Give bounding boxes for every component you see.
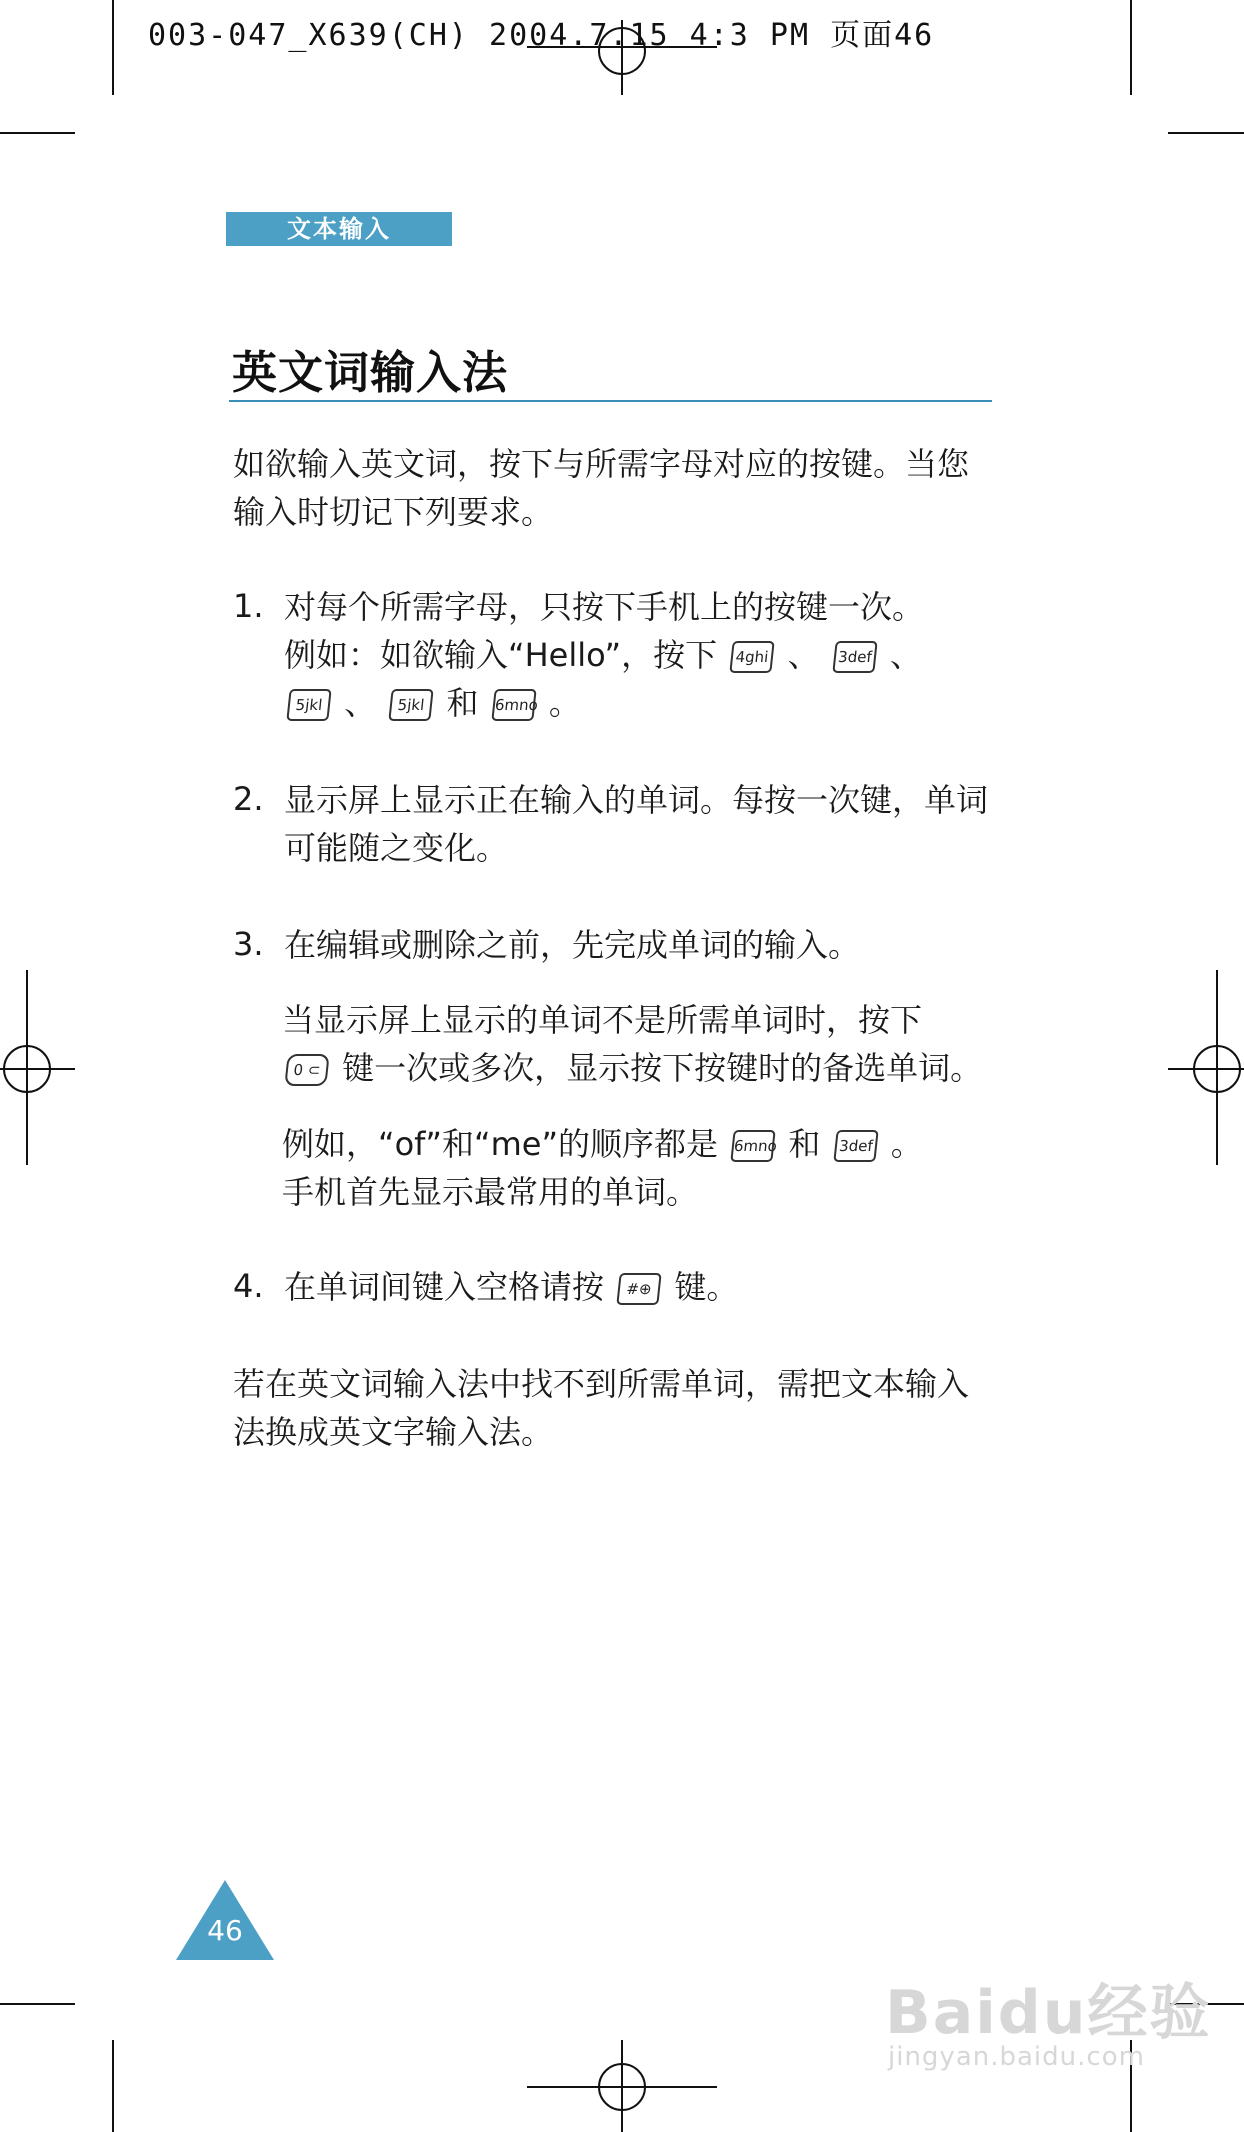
item-3-note bbox=[282, 996, 1022, 1092]
closing-line: 若在英文词输入法中找不到所需单词，需把文本输入 bbox=[233, 1365, 970, 1403]
note-line bbox=[282, 1044, 1022, 1092]
key-4-icon: 4ghi bbox=[730, 641, 775, 673]
watermark-url: jingyan.baidu.com bbox=[888, 2042, 1145, 2072]
separator: 、 bbox=[787, 636, 820, 674]
page-title: 英文词输入法 bbox=[232, 346, 509, 399]
list-item-1 bbox=[284, 583, 1004, 727]
note-text: 当显示屏上显示的单词不是所需单词时，按下 bbox=[282, 1001, 923, 1039]
example-line bbox=[284, 679, 1004, 727]
crop-mark bbox=[0, 132, 75, 134]
separator: 、 bbox=[344, 684, 377, 722]
list-item-3 bbox=[284, 921, 1004, 969]
key-6-icon: 6mno bbox=[491, 689, 536, 721]
key-0-icon: 0 ⊂ bbox=[284, 1054, 329, 1086]
item-3-example bbox=[282, 1120, 1022, 1216]
closing-line: 法换成英文字输入法。 bbox=[233, 1413, 554, 1451]
and-text: 和 bbox=[788, 1125, 821, 1163]
period: 。 bbox=[548, 684, 581, 722]
crop-mark bbox=[112, 2040, 114, 2132]
item-text: 键。 bbox=[674, 1268, 739, 1306]
intro-line: 输入时切记下列要求。 bbox=[233, 493, 554, 531]
and-text: 和 bbox=[446, 684, 479, 722]
note-text: 键一次或多次，显示按下按键时的备选单词。 bbox=[342, 1049, 983, 1087]
closing-paragraph bbox=[233, 1360, 1013, 1456]
list-item-4 bbox=[284, 1263, 1004, 1311]
intro-line: 如欲输入英文词，按下与所需字母对应的按键。当您 bbox=[233, 445, 970, 483]
separator: 、 bbox=[889, 636, 922, 674]
item-number: 1. bbox=[233, 587, 264, 625]
registration-mark bbox=[1193, 1045, 1241, 1093]
example-line bbox=[284, 631, 1004, 679]
example-prefix: 例如，“of”和“me”的顺序都是 bbox=[282, 1125, 719, 1163]
crop-mark bbox=[1168, 132, 1244, 134]
key-5-icon: 5jkl bbox=[286, 689, 331, 721]
item-text: 对每个所需字母，只按下手机上的按键一次。 bbox=[284, 588, 925, 626]
page-number: 46 bbox=[207, 1914, 243, 1947]
list-item-2 bbox=[284, 776, 1004, 872]
item-text: 显示屏上显示正在输入的单词。每按一次键，单词 bbox=[284, 781, 989, 819]
print-header: 003-047_X639(CH) 2004.7.15 4:3 PM 页面46 bbox=[148, 18, 935, 53]
key-hash-icon: #⊕ bbox=[617, 1273, 662, 1305]
watermark-logo: Baidu经验 bbox=[885, 1978, 1212, 2048]
key-5-icon: 5jkl bbox=[389, 689, 434, 721]
crop-mark bbox=[112, 0, 114, 95]
crop-mark bbox=[0, 2003, 75, 2005]
section-tab: 文本输入 bbox=[226, 212, 452, 246]
key-3-icon: 3def bbox=[832, 641, 877, 673]
example-prefix: 例如：如欲输入“Hello”，按下 bbox=[284, 636, 718, 674]
item-number: 2. bbox=[233, 780, 264, 818]
item-number: 3. bbox=[233, 925, 264, 963]
intro-paragraph bbox=[233, 440, 969, 536]
key-3-icon: 3def bbox=[833, 1130, 878, 1162]
title-underline bbox=[229, 400, 992, 402]
key-6-icon: 6mno bbox=[731, 1130, 776, 1162]
item-text: 在单词间键入空格请按 bbox=[284, 1268, 605, 1306]
item-text: 可能随之变化。 bbox=[284, 829, 509, 867]
item-text: 在编辑或删除之前，先完成单词的输入。 bbox=[284, 926, 861, 964]
item-number: 4. bbox=[233, 1267, 264, 1305]
registration-mark bbox=[3, 1045, 51, 1093]
registration-mark bbox=[598, 2063, 646, 2111]
example-line bbox=[282, 1120, 1022, 1168]
crop-mark bbox=[1130, 0, 1132, 95]
period: 。 bbox=[890, 1125, 923, 1163]
example-text: 手机首先显示最常用的单词。 bbox=[282, 1173, 699, 1211]
